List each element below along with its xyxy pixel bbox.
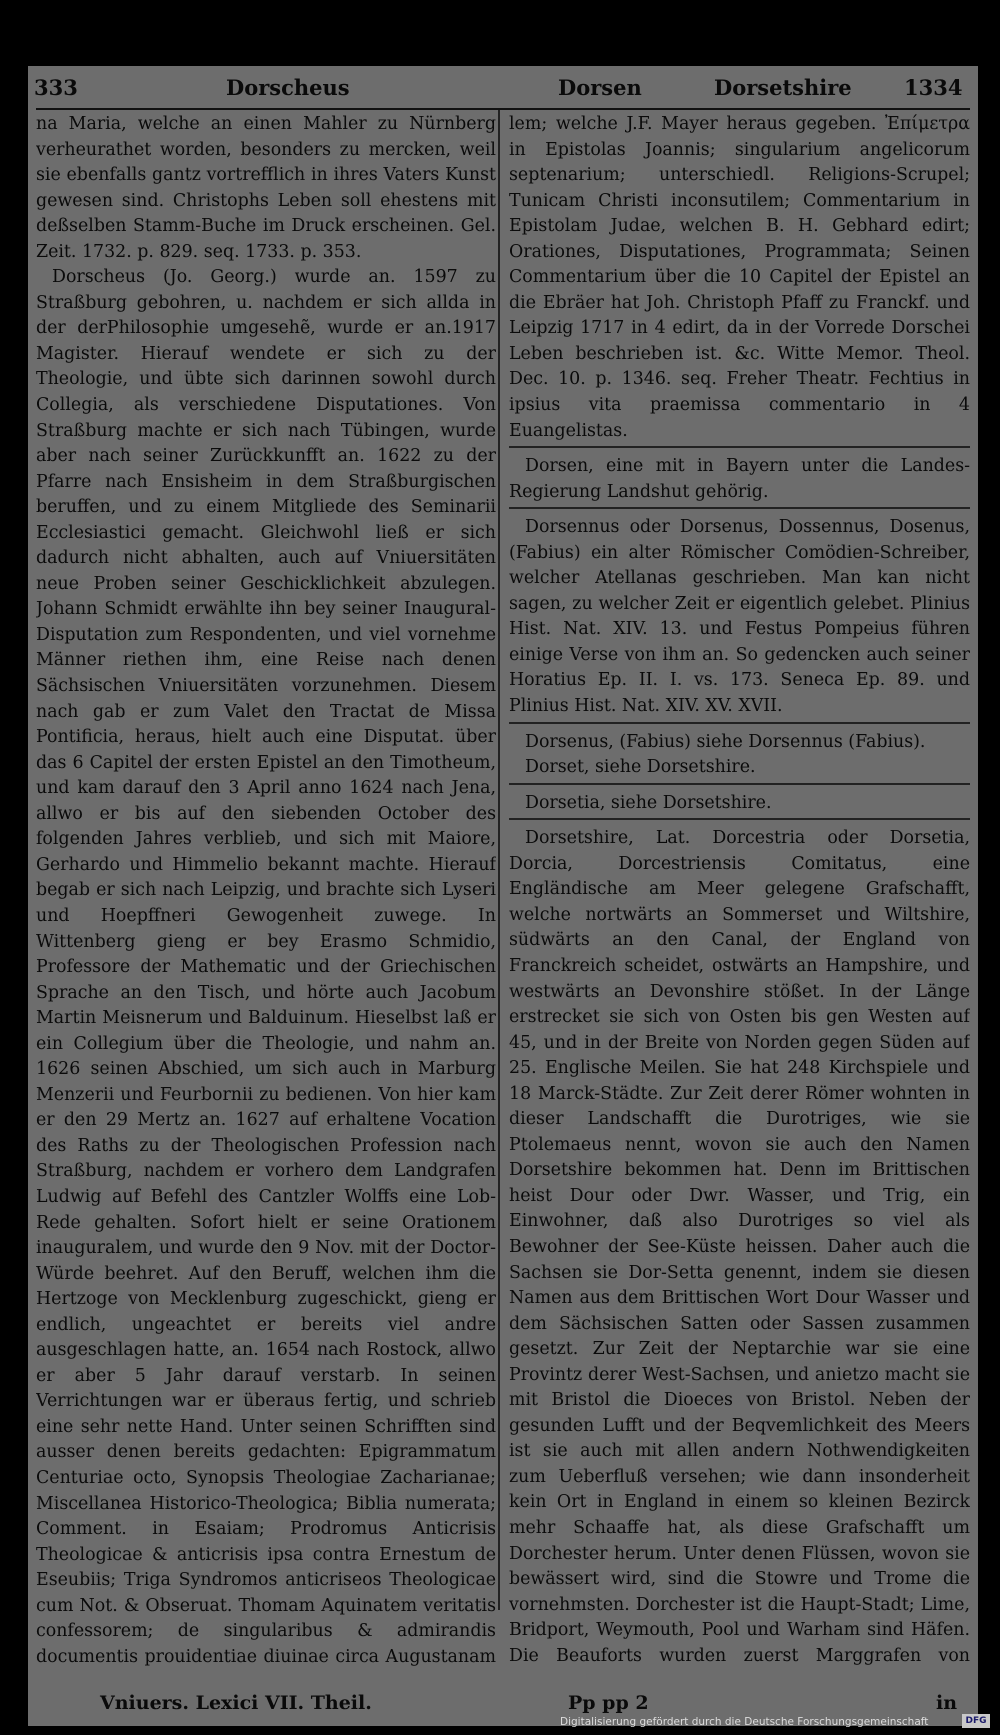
article-paragraph: Dorsenus, (Fabius) siehe Dorsennus (Fabius). (525, 731, 926, 752)
footer-volume: Vniuers. Lexici VII. Theil. (100, 1692, 372, 1714)
header-title-right: Dorsetshire (714, 75, 852, 100)
article-paragraph: Dorsetia, siehe Dorsetshire. (509, 791, 970, 821)
left-column (36, 112, 496, 1672)
footer-catchword: in (936, 1692, 958, 1714)
dfg-logo: DFG (962, 1714, 990, 1728)
article-paragraph: Dorsennus oder Dorsenus, Dossennus, Dosenus, (Fabius) ein alter Römischer Comödien-Schreiber, welcher Atellanas geschrieben. Man kan nicht sagen, zu welcher Zeit er eigentlich gelebet. Plinius Hist. Nat. XIV. 13. und Festus Pompeius führen einige Verse von ihm an. So gedencken auch seiner Horatius Ep. II. I. vs. 173. Seneca Ep. 89. und Plinius Hist. Nat. XIV. XV. XVII. (509, 515, 970, 723)
digitization-credit: Digitalisierung gefördert durch die Deutsche Forschungsgemeinschaft (560, 1716, 929, 1728)
header-title-left: Dorscheus (226, 75, 350, 100)
header-rule (36, 108, 970, 110)
article-paragraph: Dorsen, eine mit in Bayern unter die Landes-Regierung Landshut gehörig. (509, 454, 970, 509)
column-divider (498, 110, 500, 1610)
header-title-center: Dorsen (558, 75, 642, 100)
article-paragraph: lem; welche J.F. Mayer heraus gegeben. Ἐπίμετρα in Epistolas Joannis; singularium angelicorum septenarium; unterschiedl. Religions-Scrupel; Tunicam Christi inconsutilem; Commentarium in Epistolam Judae, welchen B. H. Gebhard edirt; Orationes, Disputationes, Programmata; Seinen Commentarium über die 10 Capitel der Epistel an die Ebräer hat Joh. Christoph Pfaff zu Franckf. und Leipzig 1717 in 4 edirt, da in der Vorrede Dorschei Leben beschrieben ist. &c. Witte Memor. Theol. Dec. 10. p. 1346. seq. Freher Theatr. Fechtius in ipsius vita praemissa commentario in 4 Euangelistas. (509, 112, 970, 448)
article-paragraph: Dorsetshire, Lat. Dorcestria oder Dorsetia, Dorcia, Dorcestriensis Comitatus, eine Engländische am Meer gelegene Grafschafft, welche nortwärts an Sommerset und Wiltshire, südwärts an den Canal, der England von Franckreich scheidet, ostwärts an Hampshire, und westwärts an Devonshire stößet. In der Länge erstrecket sie sich von Osten bis gen Westen auf 45, und in der Breite von Norden gegen Süden auf 25. Englische Meilen. Sie hat 248 Kirchspiele und 18 Marck-Städte. Zur Zeit derer Römer wohnten in dieser Landschafft die Durotriges, wie sie Ptolemaeus nennt, wovon sie auch den Namen Dorsetshire bekommen hat. Denn im Brittischen heist Dour oder Dwr. Wasser, und Trig, ein Einwohner, daß also Durotriges so viel als Bewohner der See-Küste heissen. Daher auch die Sachsen sie Dor-Setta genennt, indem sie diesen Namen aus dem Brittischen Wort Dour Wasser und dem Sächsischen Satten oder Sassen zusammen gesetzt. Zur Zeit der Neptarchie war sie eine Provintz derer West-Sachsen, und anietzo macht sie mit Bristol die Dioeces von Bristol. Neben der gesunden Lufft und der Beqvemlichkeit des Meers ist sie auch mit allen andern Nothwendigkeiten zum Ueberfluß versehen; wie dann insonderheit kein Ort in England in einem so kleinen Bezirck mehr Schaaffe hat, als diese Grafschafft um Dorchester herum. Unter denen Flüssen, wovon sie bewässert wird, sind die Stowre und Trome die vornehmsten. Dorchester ist die Haupt-Stadt; Lime, Bridport, Weymouth, Pool und Warham sind Häfen. Die Beauforts wurden zuerst Marggrafen von (509, 828, 970, 1666)
footer-signature: Pp pp 2 (568, 1692, 649, 1714)
article-paragraph: Dorset, siehe Dorsetshire. (509, 755, 970, 785)
page-header (28, 66, 978, 110)
page-number-left: 333 (34, 75, 78, 100)
scanned-page (28, 66, 978, 1726)
article-paragraph: na Maria, welche an einen Mahler zu Nürnberg verheurathet worden, besonders zu mercken, weil sie ebenfalls gantz vortrefflich in ihres Vaters Kunst gewesen sind. Christophs Leben soll ehestens mit deßselben Stamm-Buche im Druck erscheinen. Gel. Zeit. 1732. p. 829. seq. 1733. p. 353. (36, 114, 496, 262)
article-paragraph: Dorscheus (Jo. Georg.) wurde an. 1597 zu Straßburg gebohren, u. nachdem er sich allda in der derPhilosophie umgesehẽ, wurde er an.1917 Magister. Hierauf wendete er sich zu der Theologie, und übte sich darinnen sowohl durch Collegia, als verschiedene Disputationes. Von Straßburg machte er sich nach Tübingen, wurde aber nach seiner Zurückkunfft an. 1622 zu der Pfarre nach Ensisheim in dem Straßburgischen beruffen, und zu einem Mitgliede des Seminarii Ecclesiastici gemacht. Gleichwohl ließ er sich dadurch nicht abhalten, auch auf Vniuersitäten neue Proben seiner Geschicklichkeit abzulegen. Johann Schmidt erwählte ihn bey seiner Inaugural-Disputation zum Respondenten, und viel vornehme Männer riethen ihm, eine Reise nach denen Sächsischen Vniuersitäten vorzunehmen. Diesem nach gab er zum Valet den Tractat de Missa Pontificia, heraus, hielt auch eine Disputat. über das 6 Capitel der ersten Epistel an den Timotheum, und kam darauf den 3 April anno 1624 nach Jena, allwo er bis auf den siebenden October des folgenden Jahres verblieb, und sich mit Maiore, Gerhardo und Himmelio bekannt machte. Hierauf begab er sich nach Leipzig, und brachte sich Lyseri und Hoepffneri Gewogenheit zuwege. In Wittenberg gieng er bey Erasmo Schmidio, Professore der Mathematic und der Griechischen Sprache an den Tisch, und hörte auch Jacobum Martin Meisnerum und Balduinum. Hieselbst laß er ein Collegium über die Theologie, und nahm an. 1626 seinen Abschied, um sich auch in Marburg Menzerii und Feurbornii zu bedienen. Von hier kam er den 29 Mertz an. 1627 auf erhaltene Vocation des Raths zu der Theologischen Profession nach Straßburg, nachdem er vorhero dem Landgrafen Ludwig auf Befehl des Cantzler Wolffs eine Lob-Rede gehalten. Sofort hielt er seine Orationem inauguralem, und wurde den 9 Nov. mit der Doctor-Würde beehret. Auf den Beruff, welchen ihm die Hertzoge von Mecklenburg zugeschickt, gieng er endlich, ungeachtet er bereits viel andre ausgeschlagen hatte, an. 1654 nach Rostock, allwo er aber 5 Jahr darauf verstarb. In seinen Verrichtungen war er überaus fertig, und schrieb eine sehr nette Hand. Unter seinen Schrifften sind ausser denen bereits gedachten: Epigrammatum Centuriae octo, Synopsis Theologiae Zacharianae; Miscellanea Historico-Theologica; Biblia numerata; Comment. in Esaiam; Prodromus Anticrisis Theologicae & anticrisis ipsa contra Ernestum de Eseubiis; Triga Syndromos anticriseos Theologicae cum Not. & Obseruat. Thomam Aquinatem veritatis confessorem; de singularibus & admirandis documentis prouidentiae diuinae circa Augustanam (36, 267, 496, 1667)
page-number-right: 1334 (904, 75, 963, 100)
right-column (509, 112, 970, 1672)
